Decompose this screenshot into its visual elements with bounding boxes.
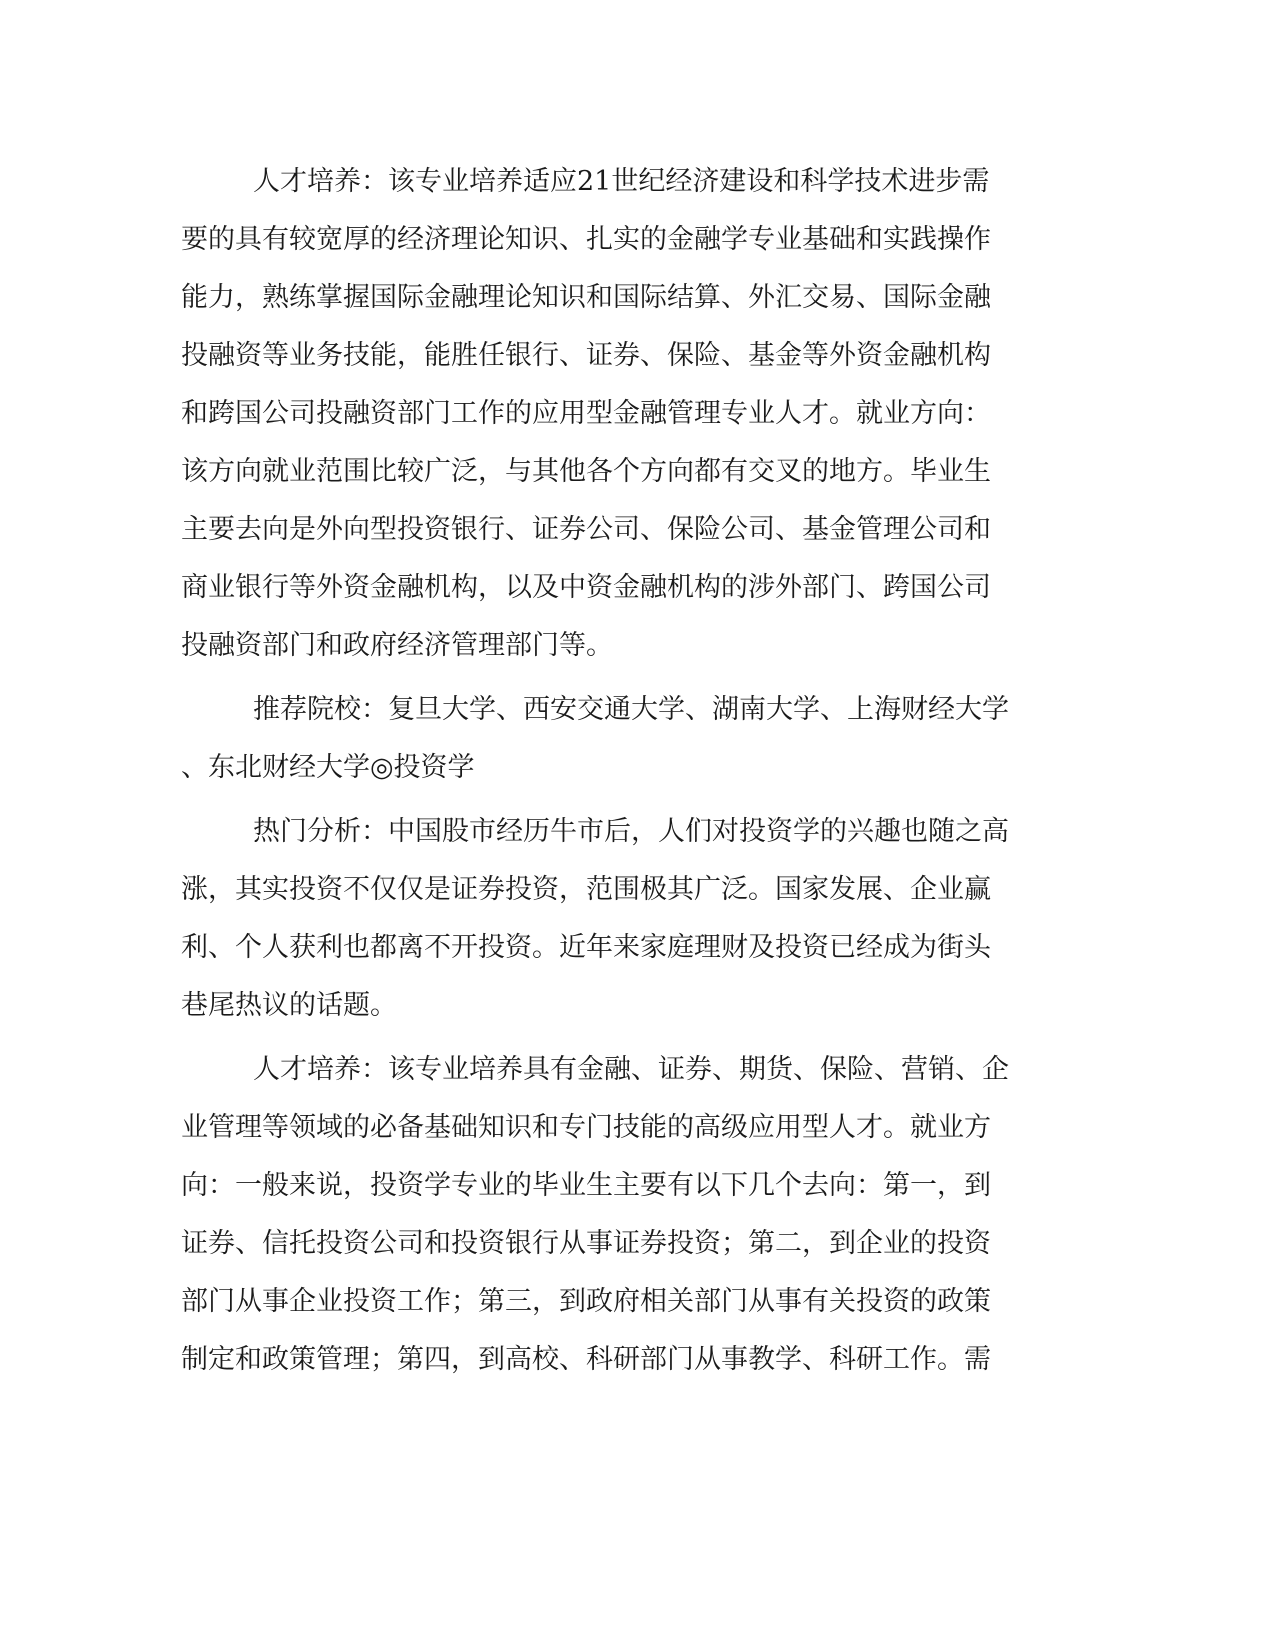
text-line: 涨，其实投资不仅仅是证券投资，范围极其广泛。国家发展、企业赢 bbox=[181, 874, 991, 905]
text-line: 利、个人获利也都离不开投资。近年来家庭理财及投资已经成为街头 bbox=[181, 932, 991, 963]
text-line: 人才培养：该专业培养具有金融、证券、期货、保险、营销、企 bbox=[253, 1054, 1009, 1085]
text-line: 商业银行等外资金融机构，以及中资金融机构的涉外部门、跨国公司 bbox=[181, 572, 991, 603]
text-line: 和跨国公司投融资部门工作的应用型金融管理专业人才。就业方向： bbox=[181, 398, 991, 429]
text-line: 业管理等领域的必备基础知识和专门技能的高级应用型人才。就业方 bbox=[181, 1112, 991, 1143]
text-line: 制定和政策管理；第四，到高校、科研部门从事教学、科研工作。需 bbox=[181, 1344, 991, 1375]
text-line: 部门从事企业投资工作；第三，到政府相关部门从事有关投资的政策 bbox=[181, 1286, 991, 1317]
text-line: 证券、信托投资公司和投资银行从事证券投资；第二，到企业的投资 bbox=[181, 1228, 991, 1259]
text-line: 能力，熟练掌握国际金融理论知识和国际结算、外汇交易、国际金融 bbox=[181, 282, 991, 313]
text-line: 推荐院校：复旦大学、西安交通大学、湖南大学、上海财经大学 bbox=[253, 694, 1009, 725]
text-line: 主要去向是外向型投资银行、证券公司、保险公司、基金管理公司和 bbox=[181, 514, 991, 545]
text-line: 该方向就业范围比较广泛，与其他各个方向都有交叉的地方。毕业生 bbox=[181, 456, 991, 487]
text-line: 巷尾热议的话题。 bbox=[181, 990, 397, 1021]
text-line: 要的具有较宽厚的经济理论知识、扎实的金融学专业基础和实践操作 bbox=[181, 224, 991, 255]
text-line: 投融资部门和政府经济管理部门等。 bbox=[181, 630, 613, 661]
text-line: 、东北财经大学◎投资学 bbox=[181, 752, 475, 783]
text-line: 投融资等业务技能，能胜任银行、证券、保险、基金等外资金融机构 bbox=[181, 340, 991, 371]
text-line: 向：一般来说，投资学专业的毕业生主要有以下几个去向：第一，到 bbox=[181, 1170, 991, 1201]
text-line: 人才培养：该专业培养适应21世纪经济建设和科学技术进步需 bbox=[253, 166, 990, 197]
text-line: 热门分析：中国股市经历牛市后，人们对投资学的兴趣也随之高 bbox=[253, 816, 1009, 847]
